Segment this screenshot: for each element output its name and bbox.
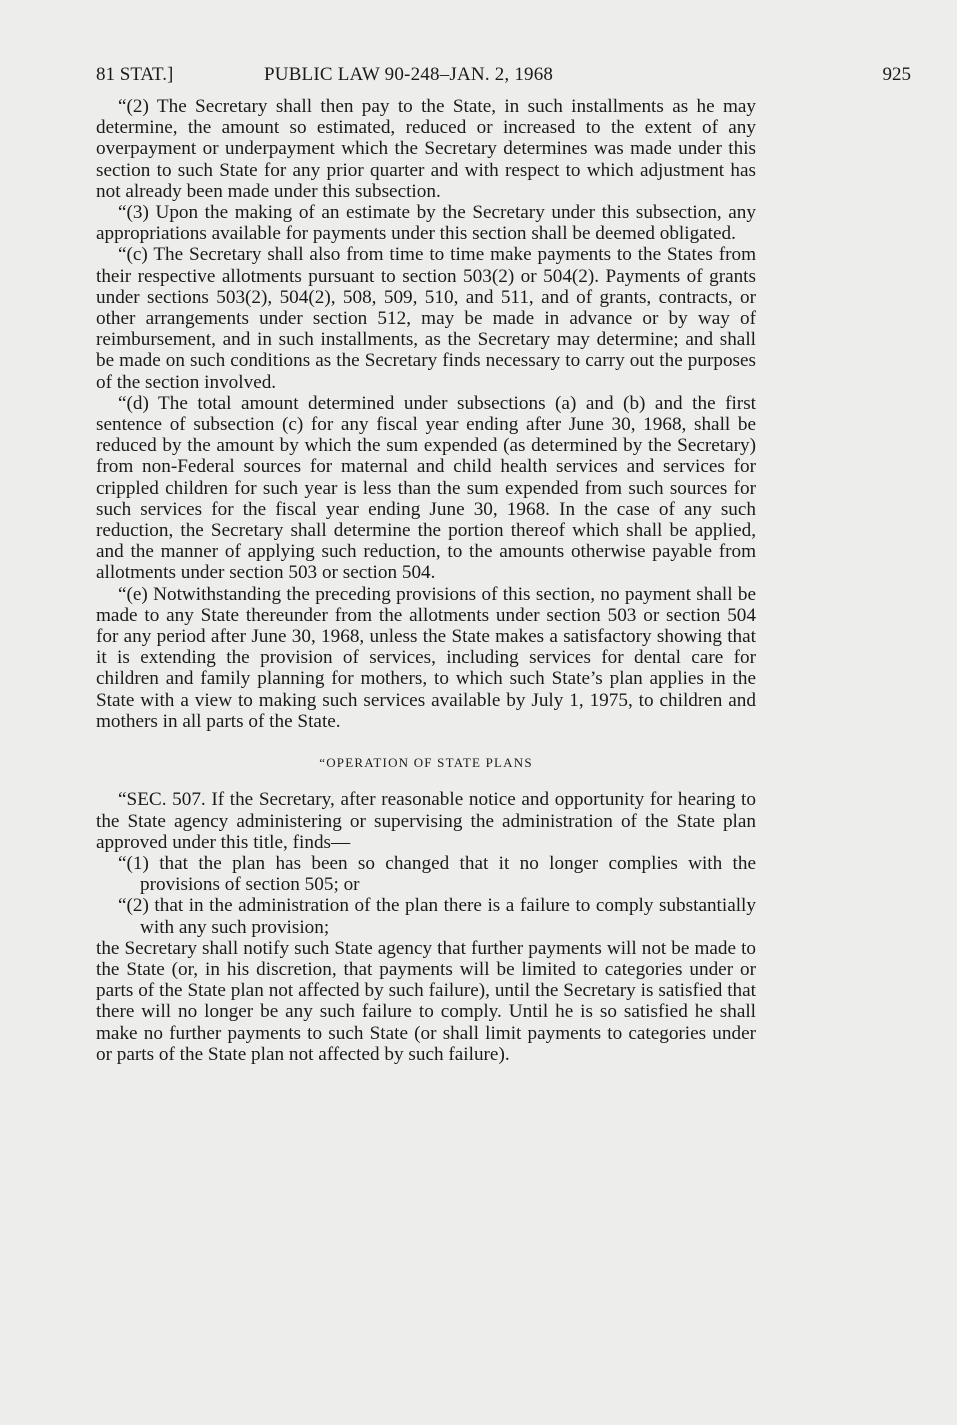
statute-text: [96, 96, 756, 1065]
paragraph-b2: “(2) The Secretary shall then pay to the State, in such installments as he may determine, the amount so estimated, reduced or increased to the extent of any overpayment or underpayment which the Secretary determines was made under this section to such State for any prior quarter and with respect to which adjustment has not already been made under this subsection.: [96, 96, 756, 202]
section-heading: “OPERATION OF STATE PLANS: [319, 755, 533, 771]
page-number: 925: [882, 64, 911, 85]
section-507-intro: “SEC. 507. If the Secretary, after reasonable notice and opportunity for hearing to the State agency administering or supervising the administration of the State plan approved under this title, finds—: [96, 789, 756, 853]
section-507-item-2: “(2) that in the administration of the plan there is a failure to comply substantially with any such provision;: [118, 895, 756, 938]
paragraph-e: “(e) Notwithstanding the preceding provisions of this section, no payment shall be made to any State thereunder from the allotments under section 503 or section 504 for any period after June 30, 1968, unless the State makes a satisfactory showing that it is extending the provision of services, including services for dental care for children and family planning for mothers, to which such State’s plan applies in the State with a view to making such services available by July 1, 1975, to children and mothers in all parts of the State.: [96, 583, 756, 732]
page-header: [96, 64, 911, 88]
running-title: PUBLIC LAW 90-248–JAN. 2, 1968: [264, 64, 554, 85]
paragraph-d: “(d) The total amount determined under subsections (a) and (b) and the first sentence of subsection (c) for any fiscal year ending after June 30, 1968, shall be reduced by the amount by which the sum expended (as determined by the Secretary) from non-Federal sources for maternal and child health services and services for crippled children for such year is less than the sum expended from such sources for such services for the fiscal year ending June 30, 1968. In the case of any such reduction, the Secretary shall determine the portion thereof which shall be applied, and the manner of applying such reduction, to the amounts otherwise payable from allotments under section 503 or section 504.: [96, 392, 756, 584]
volume-reference: 81 STAT.]: [96, 64, 174, 85]
section-507-conclusion: the Secretary shall notify such State agency that further payments will not be made to the State (or, in his discretion, that payments will be limited to categories under or parts of the State plan not affected by such failure), until the Secretary is satisfied that there will no longer be any such failure to comply. Until he is so satisfied he shall make no further payments to such State (or shall limit payments to categories under or parts of the State plan not affected by such failure).: [96, 937, 756, 1065]
section-507-item-1: “(1) that the plan has been so changed that it no longer complies with the provisions of section 505; or: [118, 852, 756, 896]
paragraph-b3: “(3) Upon the making of an estimate by the Secretary under this subsection, any appropriations available for payments under this section shall be deemed obligated.: [96, 202, 756, 245]
paragraph-c: “(c) The Secretary shall also from time to time make payments to the States from their respective allotments pursuant to section 503(2) or 504(2). Payments of grants under sections 503(2), 504(2), 508, 509, 510, and 511, and of grants, contracts, or other arrangements under section 512, may be made in advance or by way of reimbursement, and in such installments, as the Secretary may determine; and shall be made on such conditions as the Secretary finds necessary to carry out the purposes of the section involved.: [96, 244, 756, 393]
